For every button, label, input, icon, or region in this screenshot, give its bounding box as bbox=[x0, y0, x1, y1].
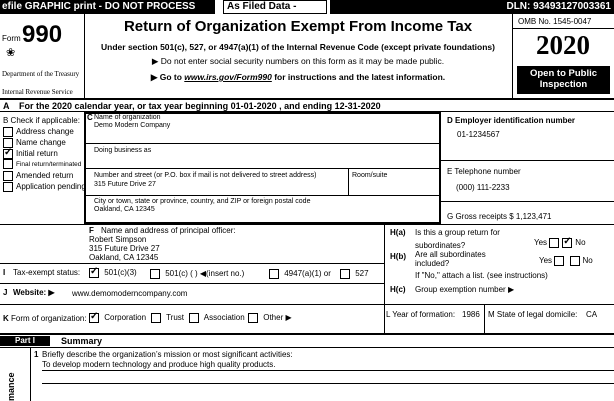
checkbox-checked[interactable] bbox=[89, 268, 99, 278]
check-item-initial[interactable]: ✓Initial return bbox=[3, 148, 86, 159]
ein-label: D Employer identification number bbox=[447, 116, 576, 125]
hb-text: Are all subordinates bbox=[415, 250, 486, 259]
officer-block bbox=[89, 235, 160, 262]
officer-name[interactable]: Robert Simpson bbox=[89, 235, 147, 244]
efile-banner: efile GRAPHIC print - DO NOT PROCESS bbox=[0, 0, 215, 14]
officer-street[interactable]: 315 Future Drive 27 bbox=[89, 244, 160, 253]
ein-value[interactable]: 01-1234567 bbox=[457, 130, 500, 139]
tax-year: 2020 bbox=[536, 30, 590, 60]
city-label: City or town, state or province, country, and ZIP or foreign postal code bbox=[94, 198, 311, 205]
part1-tab: Part I bbox=[0, 336, 50, 346]
instructions-line: ▶ Go to www.irs.gov/Form990 for instructions and the latest information. bbox=[150, 72, 446, 82]
hb-no-checkbox[interactable] bbox=[570, 256, 580, 266]
checkbox[interactable] bbox=[340, 269, 350, 279]
line-a-letter: A bbox=[3, 101, 10, 111]
org-name-label: Name of organization bbox=[94, 114, 161, 121]
ha-text: Is this a group return for bbox=[415, 228, 500, 237]
city-address[interactable]: Oakland, CA 12345 bbox=[94, 206, 155, 213]
section-c-letter: C bbox=[87, 113, 93, 122]
org-form-corporation[interactable]: ✓ Corporation bbox=[89, 313, 146, 323]
line1-num: 1 bbox=[34, 350, 39, 359]
street-label: Number and street (or P.O. box if mail is not delivered to street address) bbox=[94, 172, 317, 179]
checkbox[interactable] bbox=[150, 269, 160, 279]
ha-tag: H(a) bbox=[390, 228, 406, 237]
check-item-amended[interactable]: Amended return bbox=[3, 170, 86, 181]
phone-label: E Telephone number bbox=[447, 167, 521, 176]
phone-value[interactable]: (000) 111-2233 bbox=[456, 183, 510, 192]
ha-checks: Yes ✓ No bbox=[534, 238, 586, 248]
status-opt-501c3[interactable]: ✓ 501(c)(3) bbox=[89, 268, 137, 278]
status-opt-4947[interactable]: 4947(a)(1) or bbox=[269, 269, 331, 279]
checkbox[interactable] bbox=[3, 182, 13, 192]
dln-number: DLN: 93493127003361 bbox=[330, 0, 614, 14]
year-formation-value[interactable]: 1986 bbox=[462, 310, 480, 319]
checkbox[interactable] bbox=[151, 313, 161, 323]
irs-eagle-icon: ❀ bbox=[6, 47, 16, 59]
website-label: Website: ▶ bbox=[13, 288, 55, 297]
status-opt-501c[interactable]: 501(c) ( ) ◀(insert no.) bbox=[150, 269, 244, 279]
checkbox-checked[interactable] bbox=[3, 149, 13, 159]
checkbox[interactable] bbox=[269, 269, 279, 279]
org-form-label: Form of organization: bbox=[11, 314, 87, 323]
check-item-final[interactable]: Final return/terminated bbox=[3, 159, 86, 170]
form-title: Return of Organization Exempt From Income Tax bbox=[123, 18, 473, 35]
check-item-pending[interactable]: Application pending bbox=[3, 181, 86, 192]
form-label: Form bbox=[2, 34, 21, 43]
filed-data-label: As Filed Data - bbox=[223, 0, 327, 14]
part1-title: Summary bbox=[61, 336, 103, 346]
hb-tag: H(b) bbox=[390, 252, 406, 261]
org-form-other[interactable]: Other ▶ bbox=[248, 313, 292, 323]
year-formation-label: L Year of formation: bbox=[386, 310, 456, 319]
website-value[interactable]: www.demomoderncompany.com bbox=[72, 289, 188, 298]
section-k-letter: K bbox=[3, 314, 9, 323]
mission-value[interactable]: To develop modern technology and produce high quality products. bbox=[42, 360, 614, 371]
officer-label: Name and address of principal officer: bbox=[101, 226, 236, 235]
checkbox[interactable] bbox=[189, 313, 199, 323]
hb-checks: Yes No bbox=[539, 256, 593, 266]
dept-treasury: Department of the Treasury bbox=[2, 70, 80, 78]
status-opt-527[interactable]: 527 bbox=[340, 269, 369, 279]
checkbox[interactable] bbox=[248, 313, 258, 323]
section-b-title: B Check if applicable: bbox=[3, 116, 80, 125]
hc-tag: H(c) bbox=[390, 285, 406, 294]
irs-label: Internal Revenue Service bbox=[2, 88, 73, 96]
org-form-association[interactable]: Association bbox=[189, 313, 245, 323]
room-suite-label: Room/suite bbox=[352, 172, 388, 179]
form-subtitle: Under section 501(c), 527, or 4947(a)(1) of the Internal Revenue Code (except private foundations) bbox=[101, 42, 495, 52]
irs-link[interactable]: www.irs.gov/Form990 bbox=[184, 72, 272, 82]
ha-no-checkbox[interactable] bbox=[562, 238, 572, 248]
check-item-address[interactable]: Address change bbox=[3, 126, 86, 137]
checkbox[interactable] bbox=[3, 159, 13, 169]
ha-text-2: subordinates? bbox=[415, 241, 466, 250]
hb-text-2: included? bbox=[415, 259, 450, 268]
street-address[interactable]: 315 Future Drive 27 bbox=[94, 181, 156, 188]
hb-note: If "No," attach a list. (see instructions) bbox=[415, 271, 548, 280]
check-item-name[interactable]: Name change bbox=[3, 137, 86, 148]
section-i-letter: I bbox=[3, 268, 6, 277]
org-name[interactable]: Demo Modern Company bbox=[94, 122, 171, 129]
line1-text: Briefly describe the organization’s mission or most significant activities: bbox=[42, 350, 293, 359]
ssn-warning: ▶ Do not enter social security numbers on this form as it may be made public. bbox=[151, 56, 445, 66]
dba-label: Doing business as bbox=[94, 147, 152, 154]
checkbox[interactable] bbox=[3, 127, 13, 137]
ha-yes-checkbox[interactable] bbox=[549, 238, 559, 248]
hb-yes-checkbox[interactable] bbox=[554, 256, 564, 266]
hc-text: Group exemption number ▶ bbox=[415, 285, 515, 294]
tax-year-line: For the 2020 calendar year, or tax year beginning 01-01-2020 , and ending 12-31-2020 bbox=[19, 101, 381, 111]
side-label: mance bbox=[6, 372, 16, 401]
checkbox[interactable] bbox=[3, 171, 13, 181]
legal-domicile-value[interactable]: CA bbox=[586, 310, 598, 319]
legal-domicile-label: M State of legal domicile: bbox=[488, 310, 578, 319]
tax-exempt-label: Tax-exempt status: bbox=[13, 268, 81, 277]
section-f-letter: F bbox=[89, 226, 94, 235]
open-to-public-badge: Open to Public Inspection bbox=[517, 66, 610, 94]
officer-city[interactable]: Oakland, CA 12345 bbox=[89, 253, 159, 262]
section-j-letter: J bbox=[3, 288, 8, 297]
omb-number: OMB No. 1545-0047 bbox=[518, 17, 592, 26]
org-form-trust[interactable]: Trust bbox=[151, 313, 184, 323]
section-b-list bbox=[3, 126, 86, 192]
checkbox-checked[interactable] bbox=[89, 313, 99, 323]
form-number: 990 bbox=[22, 21, 63, 48]
gross-receipts: G Gross receipts $ 1,123,471 bbox=[447, 212, 552, 221]
